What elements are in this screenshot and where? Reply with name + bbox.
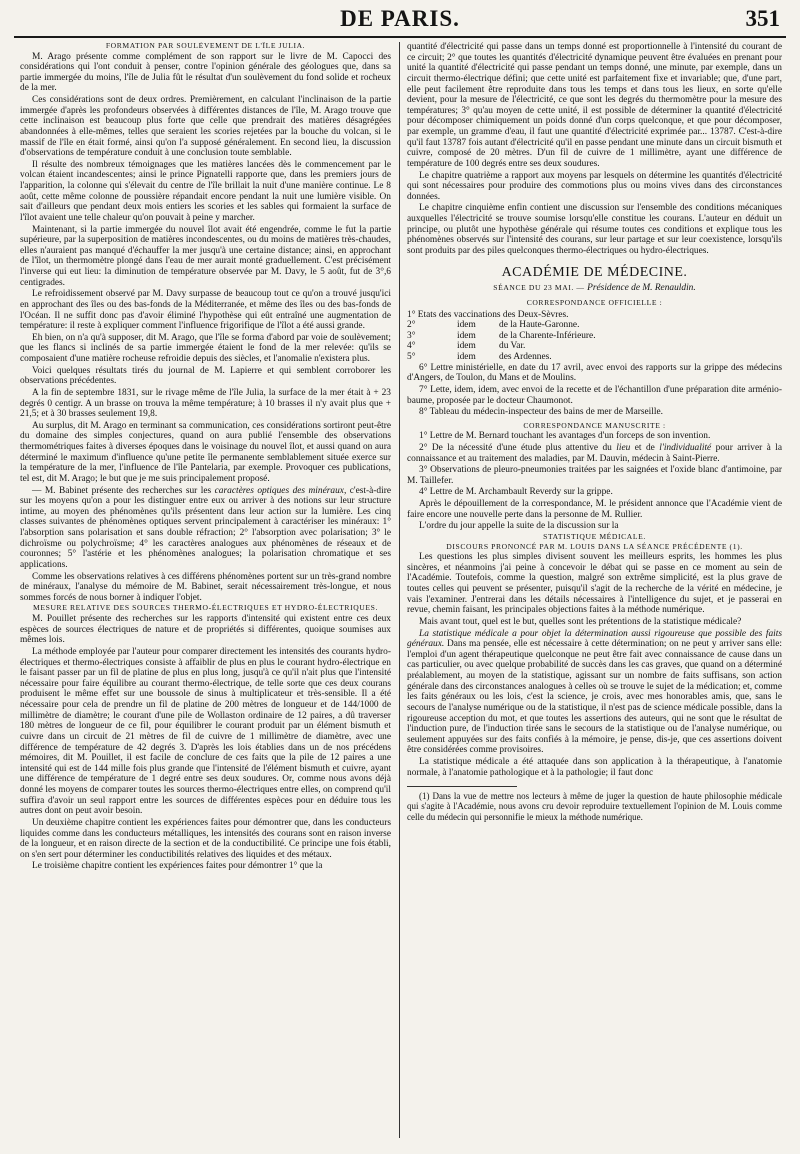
footnote: (1) Dans la vue de mettre nos lecteurs à même de juger la question de haute philosophie médicale qui s'agite à l'Académie, nous avons cru devoir reproduire textuellement l'opinion de M. Louis comme celle du médecin qui personnifie le mieux la méthode numérique. <box>407 791 782 822</box>
paragraph: Comme les observations relatives à ces différens phénomènes portent sur un très-grand nombre de minéraux, l'analyse du mémoire de M. Babinet, serait nécessairement très-longue, et nous sommes forcés de nous borner à indiquer l'objet. <box>20 571 391 603</box>
seance-line <box>407 283 782 294</box>
paragraph: L'ordre du jour appelle la suite de la discussion sur la <box>419 521 619 532</box>
statistique-head: STATISTIQUE MÉDICALE. <box>543 531 646 541</box>
item-number: 4° <box>407 341 416 352</box>
text-run: pour arriver à la connaissance et au traitement des maladies, par M. Dauvin, médecin à Saint-Pierre. <box>407 442 782 464</box>
list-item: 7° Lette, idem, idem, avec envoi de la recette et de l'échantillon d'une préparation dite arménio-baume, proposée par le docteur Chaumonot. <box>407 384 782 406</box>
emphasis: l'individualité <box>659 442 712 453</box>
list-item: 1° Lettre de M. Bernard touchant les avantages d'un forceps de son invention. <box>419 431 711 442</box>
item-text: de la Haute-Garonne. <box>499 320 580 331</box>
running-title: DE PARIS. <box>340 6 460 31</box>
item-number: 2° <box>407 320 416 331</box>
seance-date: SÉANCE DU 23 MAI. — <box>493 283 588 293</box>
paragraph: Le troisième chapitre contient les expériences faites pour démontrer 1° que la <box>32 861 323 872</box>
paragraph: Le chapitre quatrième a rapport aux moyens par lesquels on détermine les quantités d'électricité qui sont nécessaires pour produire des commotions plus ou moins vives dans des circonstances données. <box>407 170 782 202</box>
list-item: 1° Etats des vaccinations des Deux-Sèvres. <box>407 309 569 320</box>
text-run: 2° De la nécessité d'une étude plus attentive du <box>419 442 617 453</box>
section-title-julia: FORMATION PAR SOULÈVEMENT DE L'ÎLE JULIA. <box>105 42 306 50</box>
header-rule <box>14 36 786 38</box>
academy-title: ACADÉMIE DE MÉDECINE. <box>501 264 688 280</box>
emphasis: lieu <box>616 442 631 453</box>
text-run: et de <box>630 442 660 453</box>
list-item: 4° Lettre de M. Archambault Reverdy sur la grippe. <box>419 487 613 498</box>
item-number: 5° <box>407 352 416 363</box>
list-item: 6° Lettre ministérielle, en date du 17 avril, avec envoi des rapports sur la grippe des médecins d'Angers, de Toulon, du Mans et de Moulins. <box>407 362 782 384</box>
item-text: de la Charente-Inférieure. <box>499 330 596 341</box>
official-correspondence-list <box>407 310 782 418</box>
item-idem: idem <box>457 320 476 331</box>
paragraph: Après le dépouillement de la correspondance, M. le président annonce que l'Académie vient de faire encore une nouvelle perte dans la personne de M. Rullier. <box>407 499 782 520</box>
emphasis: caractères optiques des minéraux <box>214 485 344 496</box>
paragraph: Mais avant tout, quel est le but, quelles sont les prétentions de la statistique médicale? <box>419 616 742 627</box>
right-column <box>407 42 782 1146</box>
paragraph: La statistique médicale a été attaquée dans son application à la thérapeutique, à l'anatomie normale, à l'anatomie pathologique et à la pathologie; il faut donc <box>407 757 782 778</box>
item-text: des Ardennes. <box>499 352 552 363</box>
paragraph-babinet <box>20 486 391 571</box>
paragraph: La méthode employée par l'auteur pour comparer directement les intensités des courants hydro-électriques et thermo-électriques consiste à affaiblir de plus en plus le courant hydro-électrique en le faisant passer par un fil de platine de plus en plus long, jusqu'à ce qu'il n'ait plus que l'intensité nécessaire pour faire équilibre au courant thermo-électrique, de telle sorte que ces deux courans produisent le même effet sur une boussole de sinus à multiplicateur et très-sensible. Il a été nécessaire pour cela de prendre un fil de platine de 200 mètres de longueur et de 144/1000 de millimètre de diamètre; le courant d'une pile de Wollaston ordinaire de 12 paires, a dû traverser 180 mètres de longueur de ce fil, pour équilibrer le courant produit par un élément bismuth et cuivre dans un circuit de 21 mètres de fil de cuivre de 1 millimètre de diamètre, avec une différence de température de 42 degrés 3. D'après les lois établies dans un de nos précédens mémoires, dit M. Pouillet, il est facile de conclure de ces faits que la pile de 12 paires a une intensité qui est de 144 mille fois plus grande que l'intensité de l'élément bismuth et cuivre, ayant une différence de température de 1 degré entre ses deux soudures. Or, comme nous avons déjà donné les moyens de comparer toutes les sources thermo-électriques entre elles, on comprend qu'il suffira d'avoir un seul rapport entre les sources de différentes espèces pour en déduire tous les autres dont on peut avoir besoin. <box>20 646 391 817</box>
paragraph <box>407 629 782 757</box>
paragraph: M. Pouillet présente des recherches sur les rapports d'intensité qui existent entre ces deux espèces de sources électriques de nature et de propriétés si différentes, quoique soumises aux mêmes lois. <box>20 614 391 646</box>
list-item <box>407 320 782 331</box>
text-run: Dans ma pensée, elle est nécessaire à cette détermination; on ne peut y arriver sans elle: l'emploi d'un agent thérapeutique quelconque ne peut être fait avec connaissance de cause dans un cas particulier, ou avec quelque probabilité de succès dans les cas graves, que quand on a déterminé préalablement, au moyen de la statistique, agissant sur un nombre de faits suffisans, son action générale dans des circonstances analogues à celles où se trouve le sujet de la médication; et, comme les faits généraux ou les lois, c'est la science, je crois, avec mes honorables amis, que, sans le secours de l'analyse numérique ou de la statistique, il n'est pas de science médicale possible, dans la rigoureuse acception du mot, et que toutes les assertions des auteurs, qui ne sont que le résultat de l'induction pure, de l'induction tirée sans le secours de la statistique ou de l'analyse numérique, ou seulement appuyées sur des faits confiés à la mémoire, je pense, dis-je, que ces assertions doivent être considérées comme provisoires. <box>407 639 782 756</box>
column-divider <box>399 42 400 1138</box>
emphasis: La statistique médicale a pour objet la détermination aussi rigoureuse que possible des faits généraux. <box>407 628 782 650</box>
paragraph: Eh bien, on n'a qu'à supposer, dit M. Arago, que l'île se forma d'abord par voie de soulèvement; que les flancs si inclinés de sa partie immergée étaient le fond de la mer relevée: qu'ils se composaient d'une matière rocheuse refroidie depuis des siècles, et l'anomalie n'existera plus. <box>20 332 391 365</box>
paragraph: M. Arago présente comme complément de son rapport sur le livre de M. Capocci des considérations qui l'ont conduit à penser, contre l'opinion générale des géologues que, dans sa partie immergée du moins, l'île de Julia fût le résultat d'un soulèvement du fond solide et rocheux de la mer. <box>20 51 391 94</box>
paragraph: Maintenant, si la partie immergée du nouvel îlot avait été engendrée, comme le fut la partie supérieure, par la superposition de matières incondescentes, ou du moins de matières très-chaudes, elles n'auraient pas manqué d'échauffer la mer jusqu'à une certaine distance; ainsi, en approchant de l'îlot, un thermomètre plongé dans l'eau de mer aurait monté graduellement. C'est précisément l'inverse qui eut lieu: la diminution de température observée par M. Davy, le 5 août, fut de 3°,6 centigrades. <box>20 224 391 288</box>
list-item: 8° Tableau du médecin-inspecteur des bains de mer de Marseille. <box>419 407 663 418</box>
discours-head: DISCOURS PRONONCÉ PAR M. LOUIS DANS LA SÉANCE PRÉCÉDENTE (1). <box>446 541 743 551</box>
item-idem: idem <box>457 352 476 363</box>
item-text: du Var. <box>499 341 526 352</box>
item-idem: idem <box>457 341 476 352</box>
footnote-rule <box>407 786 517 787</box>
paragraph: Le refroidissement observé par M. Davy surpasse de beaucoup tout ce qu'on a trouvé jusqu'ici en approchant des îles ou des bas-fonds de la Méditerranée, et même des îles ou des bas-fonds de l'Océan. Il ne suffit donc pas d'avoir éliminé l'hypothèse qui eût entraîné une augmentation de température: il reste à expliquer comment l'influence frigorifique de l'îlot a été aussi grande. <box>20 289 391 332</box>
paragraph: Ces considérations sont de deux ordres. Premièrement, en calculant l'inclinaison de la partie immergée d'après les profondeurs observées à différentes distances de l'île, M. Arago trouve que cette inclinaison est beaucoup plus forte que celle que prendrait des matières désagrégées abandonnées à elle-mêmes, telles que seraient les scories rejetées par la bouche du volcan, si le massif de l'île en était formé, ainsi qu'on l'a supposé généralement. En second lieu, la discussion d'observations de température conduit à une conclusion toute semblable. <box>20 95 391 159</box>
paragraph: Voici quelques résultats tirés du journal de M. Lapierre et qui semblent corroborer les observations précédentes. <box>20 365 391 387</box>
paragraph: Un deuxième chapitre contient les expériences faites pour démontrer que, dans les conducteurs liquides comme dans les conducteurs métalliques, les intensités des courans sont en raison inverse de la longueur, et en raison directe de la section et de la conductibilité. Ce principe une fois établi, on s'en sert pour déterminer les conductibilités relatives des liquides et des métaux. <box>20 817 391 860</box>
list-item <box>407 352 782 363</box>
presidence: Présidence de M. Renauldin. <box>587 283 696 294</box>
paragraph: Les questions les plus simples divisent souvent les meilleurs esprits, les hommes les plus sincères, et néanmoins j'ai peine à concevoir le débat qui se passe en ce moment au sein de l'Académie. Toutefois, comme la question, malgré son extrême simplicité, est la plus grave de toutes celles qui peuvent se présenter, puisqu'il s'agit de la recherche de la vérité en médecine, je vais l'examiner. J'entrerai dans les détails nécessaires à l'intelligence du sujet, et je passerai en revue, chemin faisant, les principales objections faites à la méthode numérique. <box>407 552 782 616</box>
manuscript-correspondence-head: CORRESPONDANCE MANUSCRITE : <box>523 420 666 430</box>
paragraph: quantité d'électricité qui passe dans un temps donné est proportionnelle à l'intensité du courant de ce circuit; 2° que toutes les quantités d'électricité dynamique peuvent être évaluées en prenant pour unité la quantité d'électricité qui passe pendant un temps donné, une minute, par exemple, dans un circuit thermo-électrique défini; que cette unité est parfaitement fixe et invariable; que, d'une part, elle peut facilement être reproduite dans tous les temps et dans tous les lieux, en sorte qu'elle devient, pour la mesure de l'électricité, ce que sont les degrés du thermomètre pour la mesure des températures; 3° qu'au moyen de cette unité, il est possible de déterminer la quantité d'électricité pour décomposer chimiquement un poids donné d'un corps quelconque, et que pour décomposer, par exemple, un gramme d'eau, il faut une quantité d'électricité exprimée par... 13787. C'est-à-dire qu'il faut 13787 fois autant d'électricité qu'il en passe pendant une minute dans un circuit bismuth et cuivre, composé de 20 mètres. D'un fil de cuivre de 1 millimètre, ayant une différence de température de 100 degrés entre ses deux soudures. <box>407 42 782 169</box>
paragraph: Le chapitre cinquième enfin contient une discussion sur l'ensemble des conditions mécaniques auxquelles l'électricité se trouve soumise lorsqu'elle constitue les courans. L'auteur en déduit un principe, ou plutôt une hypothèse générale qui résume toutes ces conditions et explique tous les phénomènes observés sur l'intensité des courans, sur leur partage et sur leur coexistence, lorsqu'ils sont produits par des piles quelconques thermo-électriques ou hydro-électriques. <box>407 203 782 256</box>
text-run: , c'est-à-dire sur les moyens qu'on a pour les distinguer entre eux ou arriver à des notions sur leur structure intime, au moyen des phénomènes qu'ils présentent dans leur action sur la lumière. Les cinq classes suivantes de phénomènes optiques servent principalement à caractériser les minéraux: 1° l'absorption sans polarisation et sans double réfraction; 2° l'absorption avec polarisation; 3° le dichroïsme ou polychroïsme; 4° les caractères analogues aux phénomènes de réseaux et de couronnes; 5° l'astérie et les phénomènes analogues; la polarisation chromatique et ses applications. <box>20 485 391 570</box>
page-number: 351 <box>745 6 780 31</box>
official-correspondence-head: CORRESPONDANCE OFFICIELLE : <box>526 297 663 307</box>
list-item <box>407 331 782 342</box>
list-item <box>407 341 782 352</box>
list-item <box>407 443 782 464</box>
item-idem: idem <box>457 330 476 341</box>
section-title-thermo: MESURE RELATIVE DES SOURCES THERMO-ÉLECTRIQUES ET HYDRO-ÉLECTRIQUES. <box>33 603 378 613</box>
running-head <box>20 4 780 34</box>
left-column <box>20 42 391 1146</box>
item-number: 3° <box>407 330 416 341</box>
paragraph: Au surplus, dit M. Arago en terminant sa communication, ces considérations sortiront peut-être du domaine des simples conjectures, quand on aura publié l'ensemble des observations thermométriques faites à diverses époques dans le voisinage du nouvel îlot, et aussi quand on aura déterminé le maximum d'influence qu'une petite île permanente semblablement située exerce sur la température de la mer, l'influence de l'île Pantelaria, par exemple. Provoquer ces publications, tel est, dit M. Arago; le but que je me suis principalement proposé. <box>20 420 391 484</box>
paragraph: Il résulte des nombreux témoignages que les matières lancées dès le commencement par le volcan étaient incandescentes; ainsi le prince Pignatelli rapporte que, dans les premiers jours de l'apparition, la colonne qui s'élevait du centre de l'île brillait la nuit d'une manière continue. Le 8 août, cette même colonne de poussière répandait encore pendant la nuit une lumière visible. On sait d'ailleurs que pendant deux mois entiers les scories et les sables qui formaient la surface de l'îlot avaient une telle chaleur qu'on pouvait à peine y marcher. <box>20 159 391 223</box>
list-item: 3° Observations de pleuro-pneumonies traitées par les saignées et l'oxide blanc d'antimoine, par M. Taillefer. <box>407 465 782 486</box>
paragraph: A la fin de septembre 1831, sur le rivage même de l'île Julia, la surface de la mer était à + 23 degrés 0 centigr. A un brasse on trouva la même température; à 10 brasses il n'y avait plus que + 21,5; et à 30 brasses seulement 19,8. <box>20 387 391 420</box>
text-run: — M. Babinet présente des recherches sur les <box>32 485 215 496</box>
